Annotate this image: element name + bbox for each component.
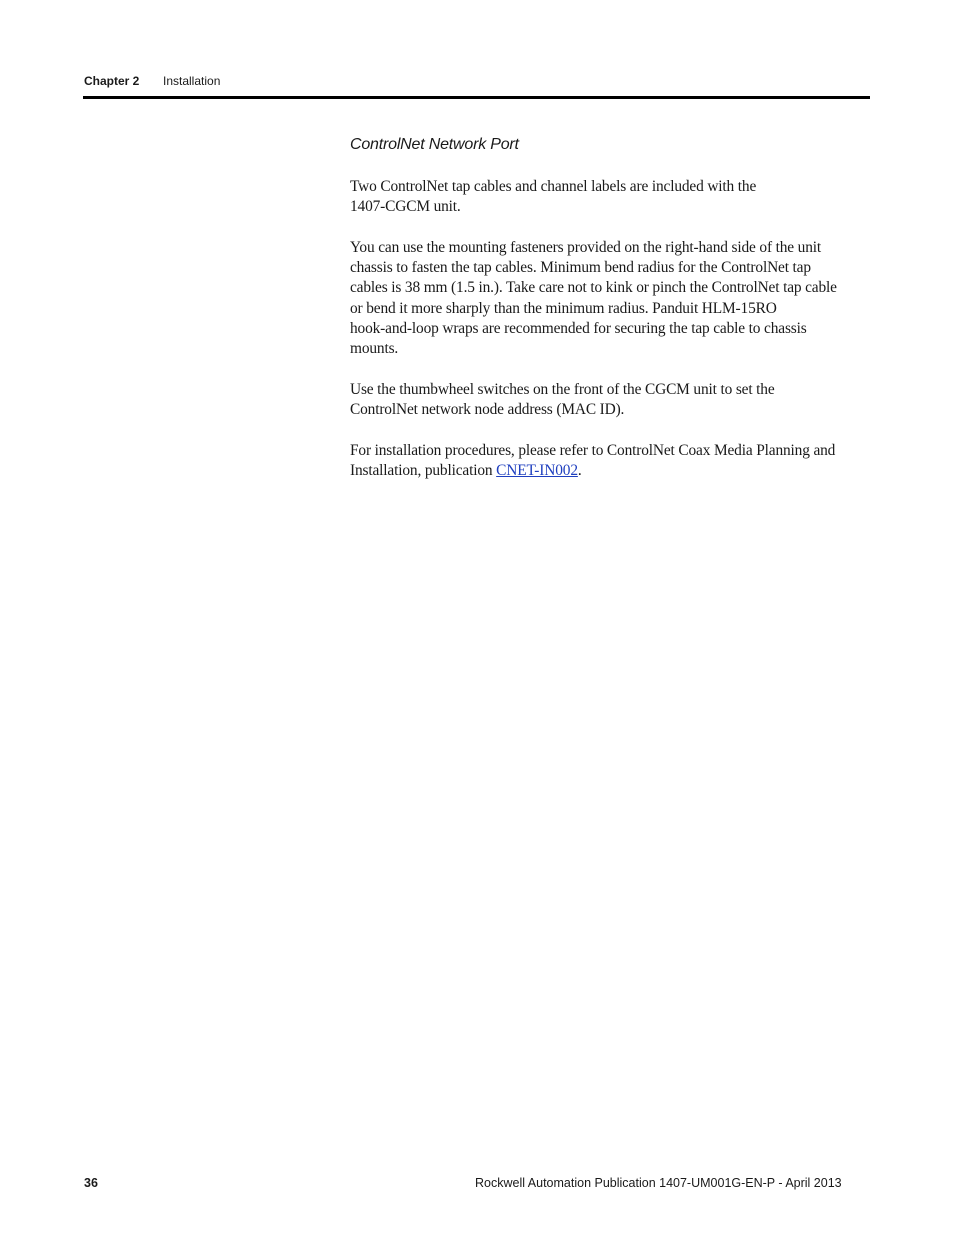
main-content — [350, 134, 880, 502]
paragraph-line: Two ControlNet tap cables and channel labels are included with the — [350, 178, 757, 195]
header-rule — [83, 96, 870, 99]
paragraph-installation-procedures — [350, 441, 880, 482]
paragraph-line: For installation procedures, please refer to ControlNet Coax Media Planning and — [350, 441, 836, 459]
paragraph-text: Installation, publication — [350, 462, 497, 480]
paragraph-tap-cables — [350, 177, 880, 218]
header-section-label: Installation — [163, 74, 221, 88]
paragraph-line: Use the thumbwheel switches on the front of the CGCM unit to set the — [350, 380, 775, 398]
paragraph-line: mounts. — [350, 340, 399, 358]
paragraph-line: chassis to fasten the tap cables. Minimum bend radius for the ControlNet tap — [350, 259, 811, 277]
chapter-label: Chapter 2 — [84, 74, 140, 88]
running-header — [84, 72, 220, 90]
paragraph-line: ControlNet network node address (MAC ID). — [350, 401, 625, 419]
paragraph-text: . — [577, 462, 582, 480]
section-title: ControlNet Network Port — [350, 136, 519, 153]
publication-footer: Rockwell Automation Publication 1407-UM001G-EN-P - April 2013 — [475, 1176, 842, 1190]
paragraph-line: or bend it more sharply than the minimum radius. Panduit HLM-15RO — [350, 299, 777, 317]
publication-link[interactable]: CNET-IN002 — [496, 462, 578, 480]
paragraph-line: cables is 38 mm (1.5 in.). Take care not to kink or pinch the ControlNet tap cable — [350, 279, 837, 297]
paragraph-thumbwheel-switches — [350, 380, 880, 421]
paragraph-line: hook-and-loop wraps are recommended for securing the tap cable to chassis — [350, 320, 807, 338]
page-number: 36 — [84, 1176, 98, 1190]
paragraph-line: You can use the mounting fasteners provided on the right-hand side of the unit — [350, 238, 822, 256]
paragraph-line: 1407-CGCM unit. — [350, 198, 461, 216]
paragraph-line-with-link — [350, 461, 880, 481]
paragraph-mounting-fasteners — [350, 238, 880, 360]
